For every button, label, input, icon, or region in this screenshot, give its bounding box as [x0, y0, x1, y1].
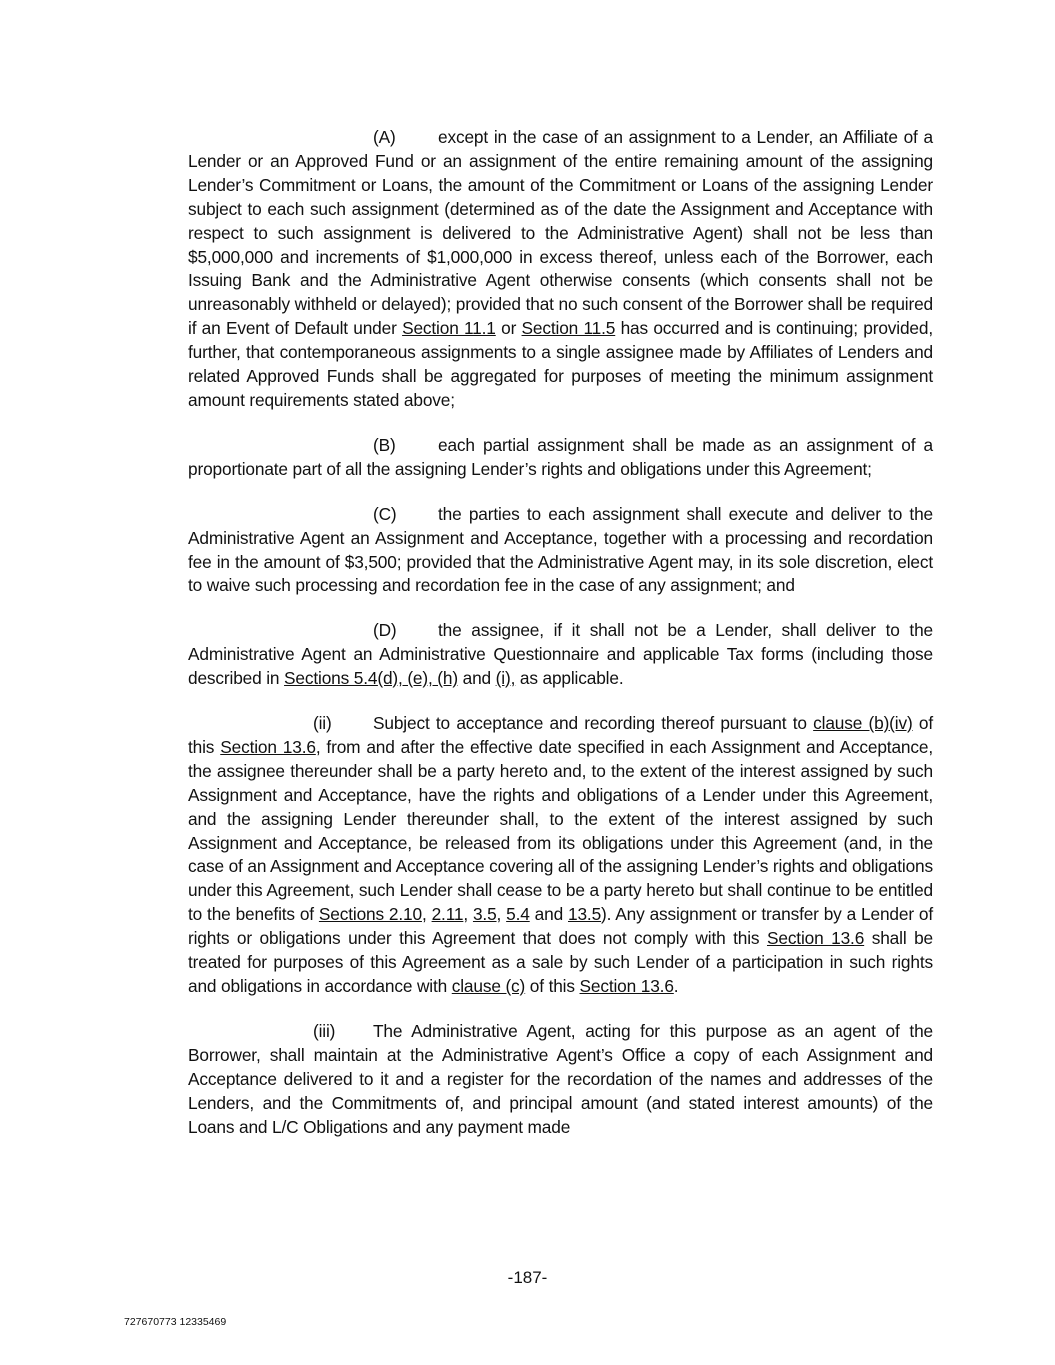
- paragraph-text: ,: [463, 904, 473, 925]
- section-reference-link[interactable]: Section 13.6: [579, 976, 674, 996]
- paragraph-text: of this: [525, 976, 580, 996]
- paragraph-text: the parties to each assignment shall execute and deliver to the Administrative Agent an Assignment and Acceptance, together with a processing and recordation fee in the amount of $3,500; provided that the Administrative Agent may, in its sole discretion, elect to waive such processing and recordation fee in the case of any assignment; and: [188, 503, 933, 596]
- paragraph-text: The Administrative Agent, acting for this purpose as an agent of the Borrower, shall maintain at the Administrative Agent’s Office a copy of each Assignment and Acceptance delivered to it and a register for the recordation of the names and addresses of the Lenders, and the Commitments of, and principal amount (and stated interest amounts) of the Loans and L/C Obligations and any payment made: [188, 1020, 933, 1137]
- section-reference-link[interactable]: (d), (e), (h): [377, 668, 458, 689]
- paragraph-text: ). Any assignment or transfer by a Lender of rights or obligations under this Agreement that does not comply with this: [188, 904, 933, 949]
- document-body: [188, 126, 933, 1139]
- section-reference-link[interactable]: (i),: [495, 668, 516, 689]
- paragraph-label: (C): [373, 503, 397, 524]
- section-reference-link[interactable]: Sections 2.10: [318, 904, 422, 925]
- paragraph-text: ,: [421, 904, 432, 925]
- paragraph-C: [188, 503, 933, 599]
- paragraph-iii: [188, 1020, 933, 1140]
- paragraph-label: (A): [373, 127, 396, 147]
- document-id: 727670773 12335469: [124, 1316, 227, 1328]
- paragraph-text: ,: [496, 904, 507, 925]
- section-reference-link[interactable]: 3.5: [472, 904, 497, 925]
- paragraph-text: Subject to acceptance and recording thereof pursuant to: [373, 713, 814, 734]
- section-reference-link[interactable]: 13.5: [568, 904, 602, 925]
- paragraph-text: of this: [188, 713, 934, 757]
- section-reference-link[interactable]: clause (b)(iv): [813, 713, 913, 734]
- paragraph-text: and: [529, 904, 568, 925]
- paragraph-label: (D): [373, 620, 397, 641]
- paragraph-B: [188, 434, 933, 482]
- paragraph-text: as applicable.: [515, 668, 624, 689]
- paragraph-text: has occurred and is continuing; provided, further, that contemporaneous assignments to a single assignee made by Affiliates of Lenders and related Approved Funds shall be aggregated for purposes of meeting the minimum assignment amount requirements stated above;: [188, 318, 934, 410]
- section-reference-link[interactable]: 2.11: [431, 904, 464, 925]
- paragraph-text: and: [457, 668, 496, 689]
- paragraph-text: , from and after the effective date specified in each Assignment and Acceptance, the assignee thereunder shall be a party hereto and, to the extent of the interest assigned by such Assignment and Acceptance, have the rights and obligations of a Lender under this Agreement, and the assigning Lender thereunder shall, to the extent of the interest assigned by such Assignment and Acceptance, be released from its obligations under this Agreement (and, in the case of an Assignment and Acceptance covering all of the assigning Lender’s rights and obligations under this Agreement, such Lender shall cease to be a party hereto but shall continue to be entitled to the benefits of: [188, 736, 933, 925]
- paragraph-text: or: [495, 318, 522, 339]
- paragraph-label: (B): [373, 434, 396, 455]
- paragraph-text: each partial assignment shall be made as an assignment of a proportionate part of all the assigning Lender’s rights and obligations under this Agreement;: [188, 434, 933, 479]
- paragraph-label: (ii): [313, 713, 332, 734]
- section-reference-link[interactable]: Section 13.6: [766, 928, 865, 949]
- section-reference-link[interactable]: clause (c): [451, 976, 526, 996]
- section-reference-link[interactable]: 5.4: [506, 904, 530, 925]
- section-reference-link[interactable]: Section 13.6: [220, 736, 316, 757]
- section-reference-link[interactable]: Section 11.5: [521, 318, 616, 339]
- paragraph-text: .: [673, 976, 679, 996]
- paragraph-A: [188, 126, 933, 413]
- paragraph-D: [188, 619, 933, 691]
- paragraph-ii: [188, 712, 933, 999]
- paragraph-label: (iii): [313, 1020, 336, 1041]
- paragraph-text: shall be treated for purposes of this Agreement as a sale by such Lender of a participation in such rights and obligations in accordance with: [188, 928, 933, 996]
- section-reference-link[interactable]: Section 11.1: [402, 318, 496, 339]
- paragraph-text: except in the case of an assignment to a Lender, an Affiliate of a Lender or an Approved Fund or an assignment of the entire remaining amount of the assigning Lender’s Commitment or Loans, the amount of the Commitment or Loans of the assigning Lender subject to each such assignment (determined as of the date the Assignment and Acceptance with respect to such assignment is delivered to the Administrative Agent) shall not be less than $5,000,000 and increments of $1,000,000 in excess thereof, unless each of the Borrower, each Issuing Bank and the Administrative Agent otherwise consents (which consents shall not be unreasonably withheld or delayed); provided that no such consent of the Borrower shall be required if an Event of Default under: [188, 127, 933, 339]
- section-reference-link[interactable]: Sections 5.4: [284, 668, 378, 689]
- page-number: -187-: [507, 1268, 548, 1287]
- paragraph-text: the assignee, if it shall not be a Lender, shall deliver to the Administrative Agent an Administrative Questionnaire and applicable Tax forms (including those described in: [188, 620, 933, 689]
